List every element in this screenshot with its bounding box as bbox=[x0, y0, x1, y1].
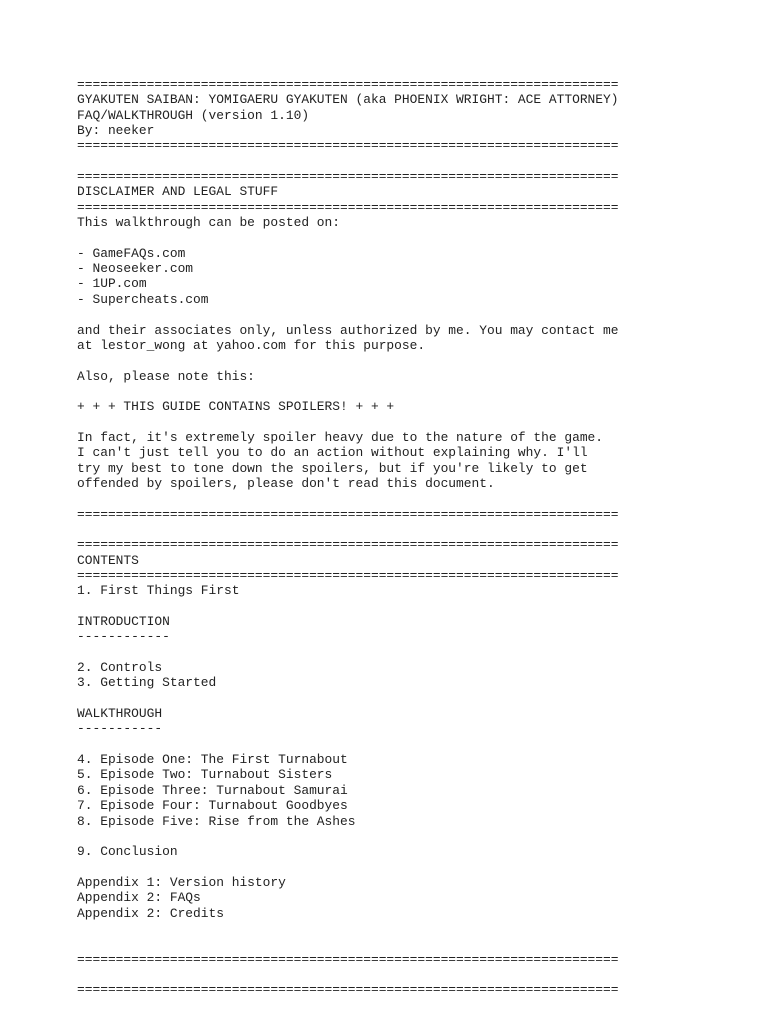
text-line bbox=[77, 522, 757, 537]
text-line bbox=[77, 645, 757, 660]
text-line: at lestor_wong at yahoo.com for this purpose. bbox=[77, 337, 426, 353]
text-line: I can't just tell you to do an action without explaining why. I'll bbox=[77, 445, 588, 461]
text-line bbox=[77, 691, 757, 706]
text-line: - 1UP.com bbox=[77, 276, 147, 292]
text-line: + + + THIS GUIDE CONTAINS SPOILERS! + + + bbox=[77, 399, 395, 415]
text-line bbox=[77, 491, 757, 506]
text-line: - Neoseeker.com bbox=[77, 261, 194, 277]
text-line bbox=[77, 154, 757, 169]
text-line: 1. First Things First bbox=[77, 583, 240, 599]
text-line: WALKTHROUGH bbox=[77, 706, 163, 722]
text-line bbox=[77, 967, 757, 982]
text-line: Appendix 2: Credits bbox=[77, 905, 224, 921]
text-line bbox=[77, 599, 757, 614]
document-text bbox=[77, 77, 757, 998]
text-line: 3. Getting Started bbox=[77, 675, 217, 691]
text-line: In fact, it's extremely spoiler heavy due to the nature of the game. bbox=[77, 429, 604, 445]
text-line: INTRODUCTION bbox=[77, 614, 170, 630]
text-line: ====================================================================== bbox=[77, 982, 619, 998]
text-line: ====================================================================== bbox=[77, 77, 619, 92]
text-line bbox=[77, 737, 757, 752]
text-line bbox=[77, 415, 757, 430]
text-line: 2. Controls bbox=[77, 660, 163, 676]
text-line bbox=[77, 307, 757, 322]
text-line: ====================================================================== bbox=[77, 568, 619, 583]
text-line: - Supercheats.com bbox=[77, 291, 209, 307]
text-line bbox=[77, 936, 757, 951]
text-line: This walkthrough can be posted on: bbox=[77, 215, 341, 231]
text-line: 6. Episode Three: Turnabout Samurai bbox=[77, 782, 348, 798]
text-line: 8. Episode Five: Rise from the Ashes bbox=[77, 813, 356, 829]
text-line: ====================================================================== bbox=[77, 951, 619, 967]
text-line: ----------- bbox=[77, 721, 163, 737]
text-line: ====================================================================== bbox=[77, 506, 619, 522]
text-line: ====================================================================== bbox=[77, 199, 619, 215]
text-line: ====================================================================== bbox=[77, 169, 619, 185]
text-line: Also, please note this: bbox=[77, 368, 255, 384]
text-line: 5. Episode Two: Turnabout Sisters bbox=[77, 767, 333, 783]
text-line: - GameFAQs.com bbox=[77, 245, 186, 261]
text-line: Appendix 1: Version history bbox=[77, 874, 286, 890]
text-line bbox=[77, 829, 757, 844]
text-line bbox=[77, 860, 757, 875]
text-line: DISCLAIMER AND LEGAL STUFF bbox=[77, 184, 279, 200]
text-line bbox=[77, 921, 757, 936]
text-line: GYAKUTEN SAIBAN: YOMIGAERU GYAKUTEN (aka PHOENIX WRIGHT: ACE ATTORNEY) bbox=[77, 92, 619, 108]
text-line bbox=[77, 384, 757, 399]
text-line: By: neeker bbox=[77, 123, 155, 139]
text-line: FAQ/WALKTHROUGH (version 1.10) bbox=[77, 107, 310, 123]
text-line: 9. Conclusion bbox=[77, 844, 178, 860]
text-line: Appendix 2: FAQs bbox=[77, 890, 201, 906]
text-line: offended by spoilers, please don't read this document. bbox=[77, 475, 495, 491]
text-line: and their associates only, unless authorized by me. You may contact me bbox=[77, 322, 619, 338]
text-line: try my best to tone down the spoilers, but if you're likely to get bbox=[77, 460, 588, 476]
text-line bbox=[77, 230, 757, 245]
text-line: ====================================================================== bbox=[77, 138, 619, 154]
text-line bbox=[77, 353, 757, 368]
text-line: 4. Episode One: The First Turnabout bbox=[77, 752, 348, 768]
text-line: CONTENTS bbox=[77, 552, 139, 568]
text-line: 7. Episode Four: Turnabout Goodbyes bbox=[77, 798, 348, 814]
text-line: ====================================================================== bbox=[77, 537, 619, 553]
text-line: ------------ bbox=[77, 629, 170, 645]
